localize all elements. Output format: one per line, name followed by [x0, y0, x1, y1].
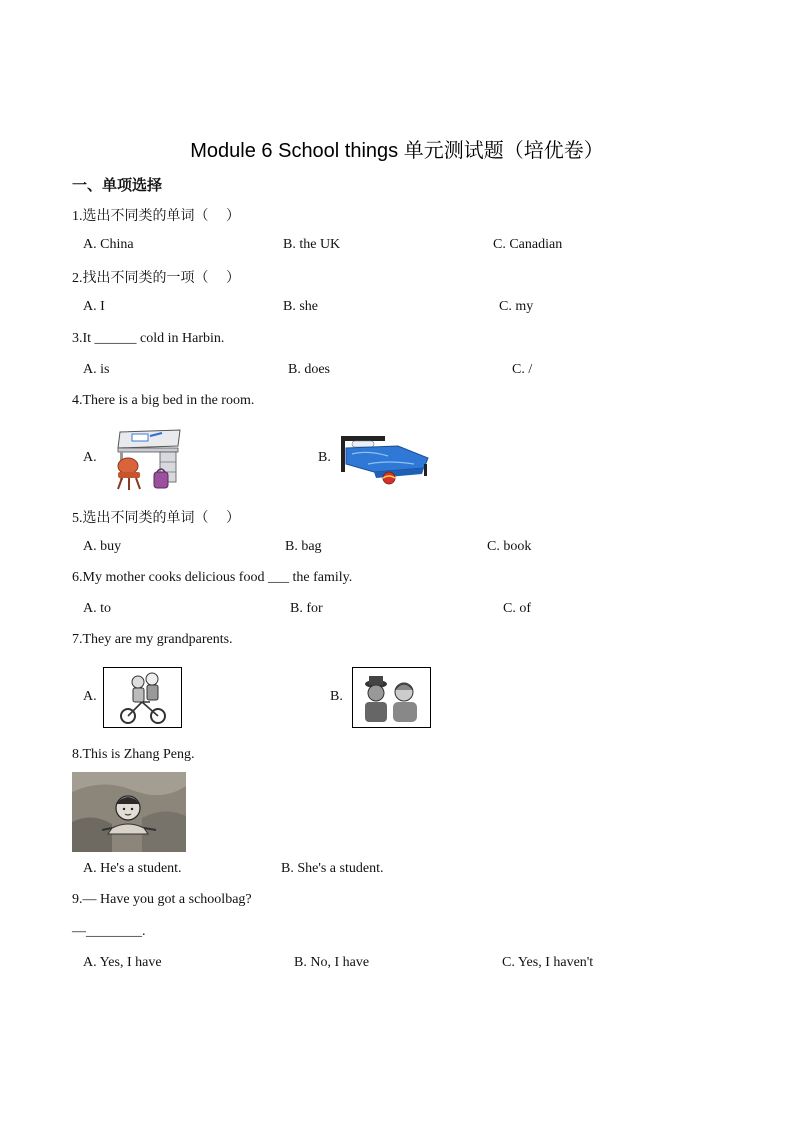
question-8-stem: 8.This is Zhang Peng.	[72, 747, 195, 762]
question-2-stem: 2.找出不同类的一项（ ）	[72, 271, 240, 286]
q1-option-a[interactable]: A. China	[83, 237, 134, 252]
q3-option-c[interactable]: C. /	[512, 362, 533, 377]
q3-option-a[interactable]: A. is	[83, 362, 110, 377]
desk-chair-image	[98, 426, 182, 492]
zhang-peng-photo	[72, 772, 186, 852]
kids-bike-image	[103, 667, 182, 728]
q6-option-c[interactable]: C. of	[503, 601, 531, 616]
q8-option-a[interactable]: A. He's a student.	[83, 861, 182, 876]
q1-option-c[interactable]: C. Canadian	[493, 237, 563, 252]
question-6-stem: 6.My mother cooks delicious food ___ the family.	[72, 570, 353, 585]
q6-option-a[interactable]: A. to	[83, 601, 111, 616]
q8-option-b[interactable]: B. She's a student.	[281, 861, 384, 876]
section-heading: 一、单项选择	[72, 176, 163, 194]
q5-option-a[interactable]: A. buy	[83, 539, 122, 554]
q5-option-c[interactable]: C. book	[487, 539, 532, 554]
q1-option-b[interactable]: B. the UK	[283, 237, 341, 252]
grandparents-image	[352, 667, 431, 728]
q5-option-b[interactable]: B. bag	[285, 539, 322, 554]
q4-option-a[interactable]: A.	[83, 450, 97, 465]
q9-answer-line: —________.	[72, 924, 146, 939]
question-4-stem: 4.There is a big bed in the room.	[72, 393, 255, 408]
question-9-stem: 9.— Have you got a schoolbag?	[72, 892, 252, 907]
question-5-stem: 5.选出不同类的单词（ ）	[72, 511, 240, 526]
q9-option-b[interactable]: B. No, I have	[294, 955, 370, 970]
q4-option-b[interactable]: B.	[318, 450, 331, 465]
bed-image	[338, 434, 430, 486]
question-7-stem: 7.They are my grandparents.	[72, 632, 233, 647]
q3-option-b[interactable]: B. does	[288, 362, 330, 377]
q2-option-a[interactable]: A. I	[83, 299, 105, 314]
q9-option-c[interactable]: C. Yes, I haven't	[502, 955, 594, 970]
question-1-stem: 1.选出不同类的单词（ ）	[72, 209, 240, 224]
q2-option-b[interactable]: B. she	[283, 299, 318, 314]
q2-option-c[interactable]: C. my	[499, 299, 534, 314]
q6-option-b[interactable]: B. for	[290, 601, 323, 616]
q7-option-b[interactable]: B.	[330, 689, 343, 704]
question-3-stem: 3.It ______ cold in Harbin.	[72, 331, 225, 346]
q7-option-a[interactable]: A.	[83, 689, 97, 704]
page-title: Module 6 School things 单元测试题（培优卷）	[190, 140, 604, 162]
q9-option-a[interactable]: A. Yes, I have	[83, 955, 162, 970]
